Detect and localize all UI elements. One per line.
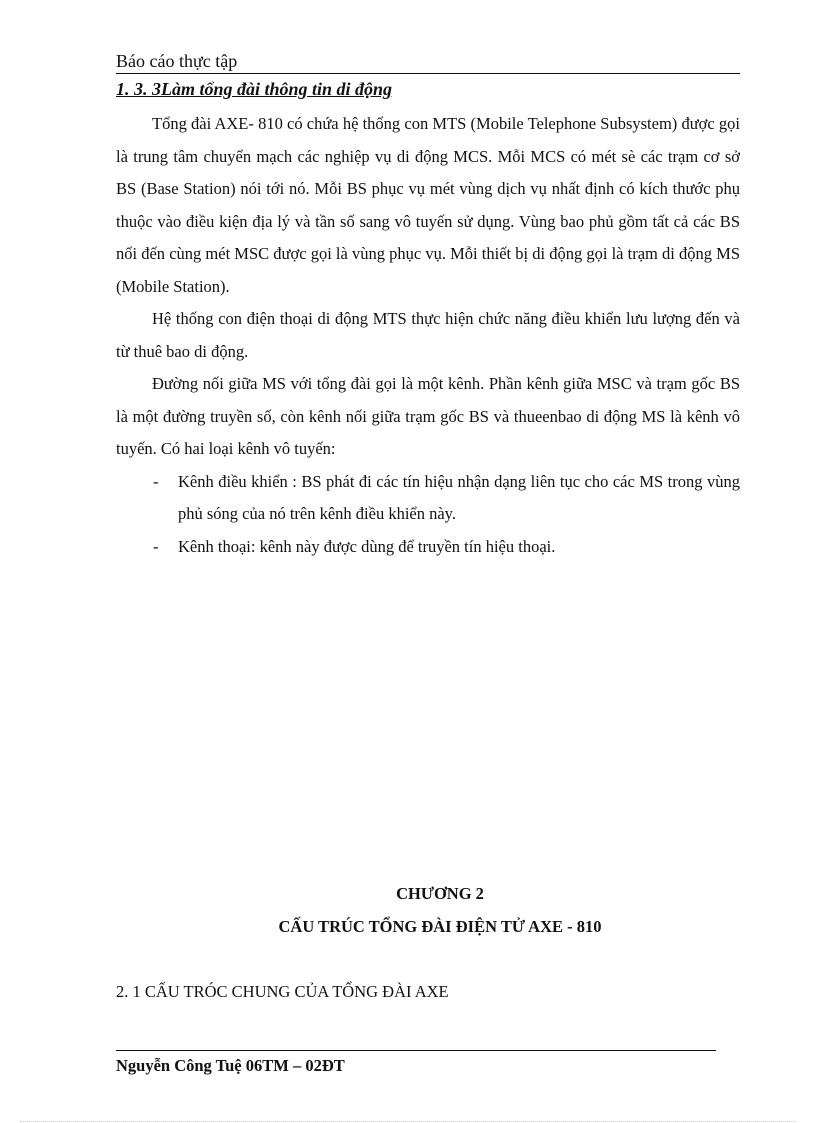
- footer-divider: [116, 1050, 716, 1051]
- chapter-title: CẤU TRÚC TỔNG ĐÀI ĐIỆN TỬ AXE - 810: [278, 917, 602, 936]
- subsection-heading: 2. 1 CẤU TRÓC CHUNG CỦA TỔNG ĐÀI AXE: [116, 982, 449, 1001]
- header-title: Báo cáo thực tập: [116, 51, 238, 71]
- list-item: [116, 531, 740, 564]
- bullet-text: Kênh thoại: kênh này được dùng để truyền tín hiệu thoại.: [178, 536, 556, 556]
- paragraph-channels: Đường nối giữa MS với tổng đài gọi là một kênh. Phần kênh giữa MSC và trạm gốc BS là một đường truyền số, còn kênh nối giữa trạm gốc BS và thueenbao di động MS là kênh vô tuyến. Có hai loại kênh vô tuyến:: [116, 374, 740, 458]
- bullet-text: Kênh điều khiển : BS phát đi các tín hiệu nhận dạng liên tục cho các MS trong vùng phủ sóng của nó trên kênh điều khiển này.: [178, 471, 740, 523]
- body-text: [116, 108, 740, 563]
- header-divider: [116, 73, 740, 74]
- chapter-number: CHƯƠNG 2: [396, 884, 484, 903]
- footer-author: Nguyễn Công Tuệ 06TM – 02ĐT: [116, 1056, 345, 1075]
- page-bottom-edge: [20, 1121, 796, 1122]
- channel-list: [116, 466, 740, 564]
- list-item: [116, 466, 740, 531]
- bullet-marker: -: [153, 471, 159, 491]
- bullet-marker: -: [153, 536, 159, 556]
- paragraph-mts-intro: Tổng đài AXE- 810 có chứa hệ thống con MTS (Mobile Telephone Subsystem) được gọi là trung tâm chuyển mạch các nghiệp vụ di động MCS. Mỗi MCS có mét sè các trạm cơ sở BS (Base Station) nói tới nó. Mỗi BS phục vụ mét vùng dịch vụ nhất định có kích thước phụ thuộc vào điều kiện địa lý và tần số sang vô tuyến sử dụng. Vùng bao phủ gồm tất cả các BS nối đến cùng mét MSC được gọi là vùng phục vụ. Mỗi thiết bị di động gọi là trạm di động MS (Mobile Station).: [116, 114, 740, 296]
- paragraph-mts-function: Hệ thống con điện thoại di động MTS thực hiện chức năng điều khiển lưu lượng đến và từ thuê bao di động.: [116, 309, 740, 361]
- section-heading: 1. 3. 3Làm tổng đài thông tin di động: [116, 79, 393, 99]
